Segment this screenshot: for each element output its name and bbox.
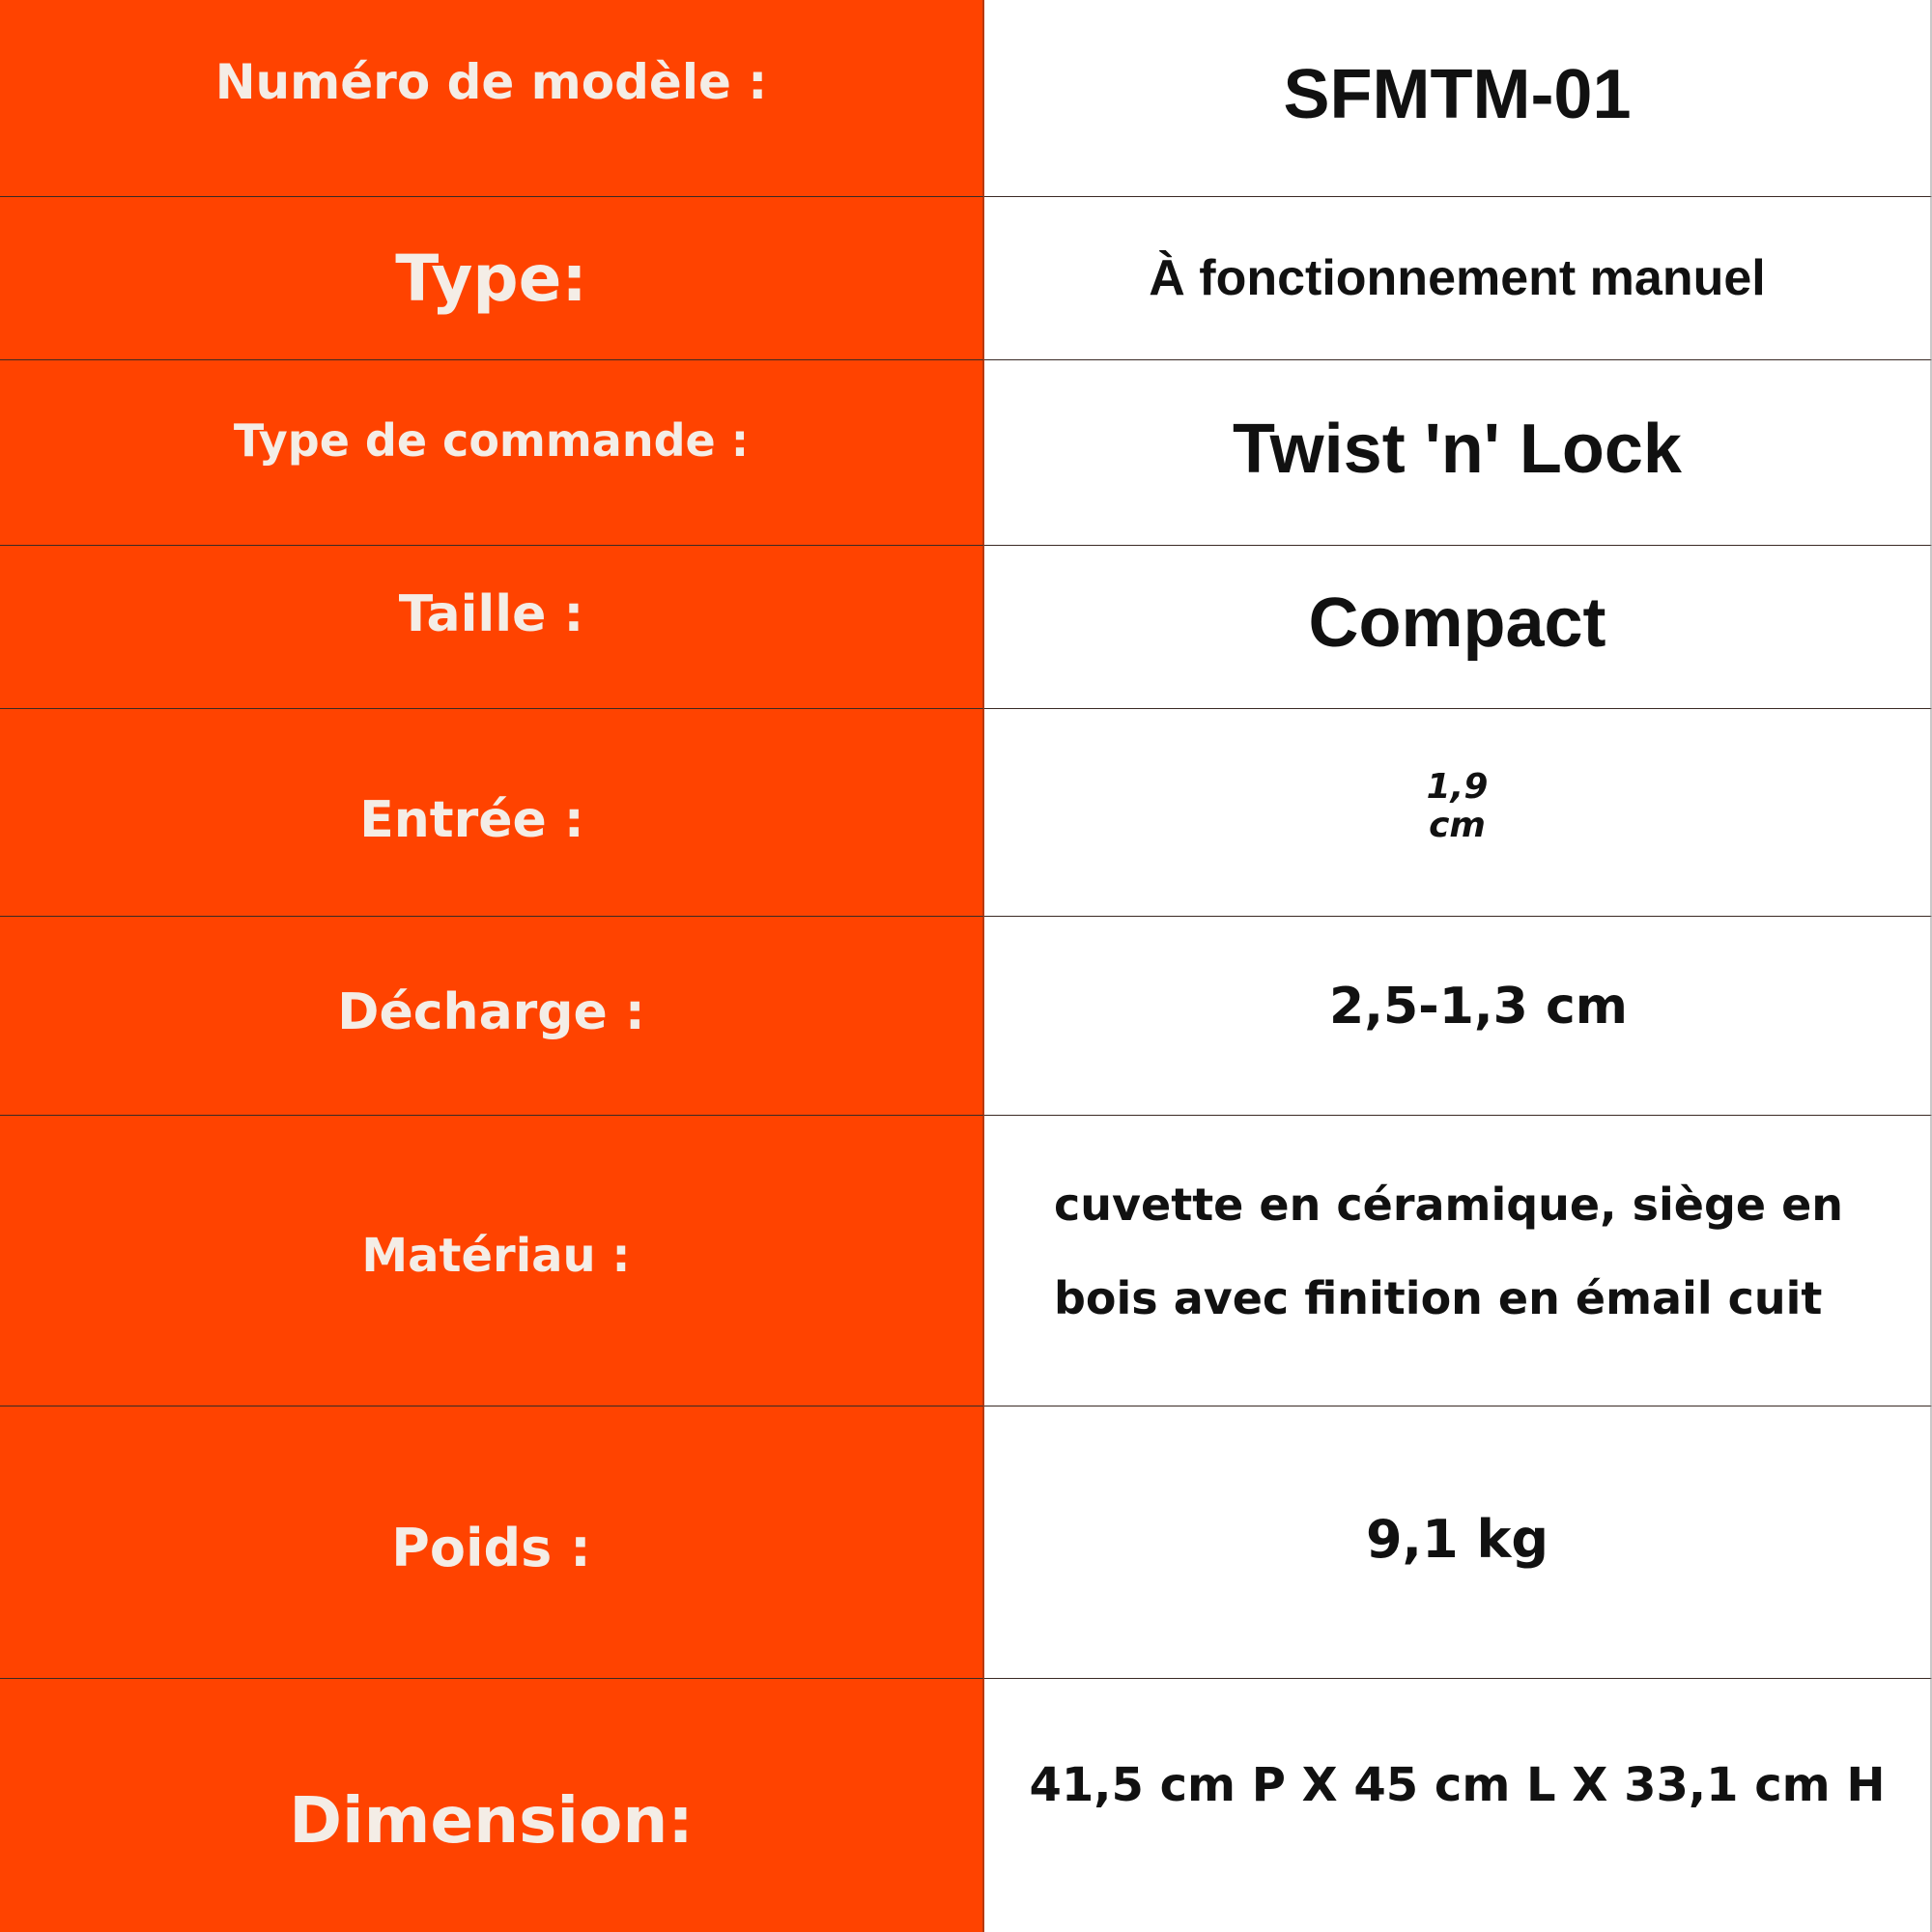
value-model-number: SFMTM-01 (984, 0, 1932, 197)
value-dimension: 41,5 cm P X 45 cm L X 33,1 cm H (984, 1679, 1932, 1932)
value-inlet-number: 1,9 (1426, 767, 1489, 807)
value-inlet (984, 709, 1932, 917)
label-weight: Poids : (0, 1406, 984, 1679)
value-material (984, 1116, 1932, 1406)
label-size: Taille : (0, 546, 984, 709)
value-discharge: 2,5-1,3 cm (984, 917, 1932, 1116)
value-size: Compact (984, 546, 1932, 709)
label-inlet: Entrée : (0, 709, 984, 917)
label-material: Matériau : (0, 1116, 984, 1406)
label-model-number: Numéro de modèle : (0, 0, 984, 197)
value-type: À fonctionnement manuel (984, 197, 1932, 360)
value-material-text: cuvette en céramique, siège en bois avec finition en émail cuit (1054, 1179, 1844, 1324)
value-inlet-unit: cm (1429, 806, 1486, 845)
label-type: Type: (0, 197, 984, 360)
value-command-type: Twist 'n' Lock (984, 360, 1932, 546)
label-command-type: Type de commande : (0, 360, 984, 546)
label-discharge: Décharge : (0, 917, 984, 1116)
label-dimension: Dimension: (0, 1679, 984, 1932)
value-weight: 9,1 kg (984, 1406, 1932, 1679)
